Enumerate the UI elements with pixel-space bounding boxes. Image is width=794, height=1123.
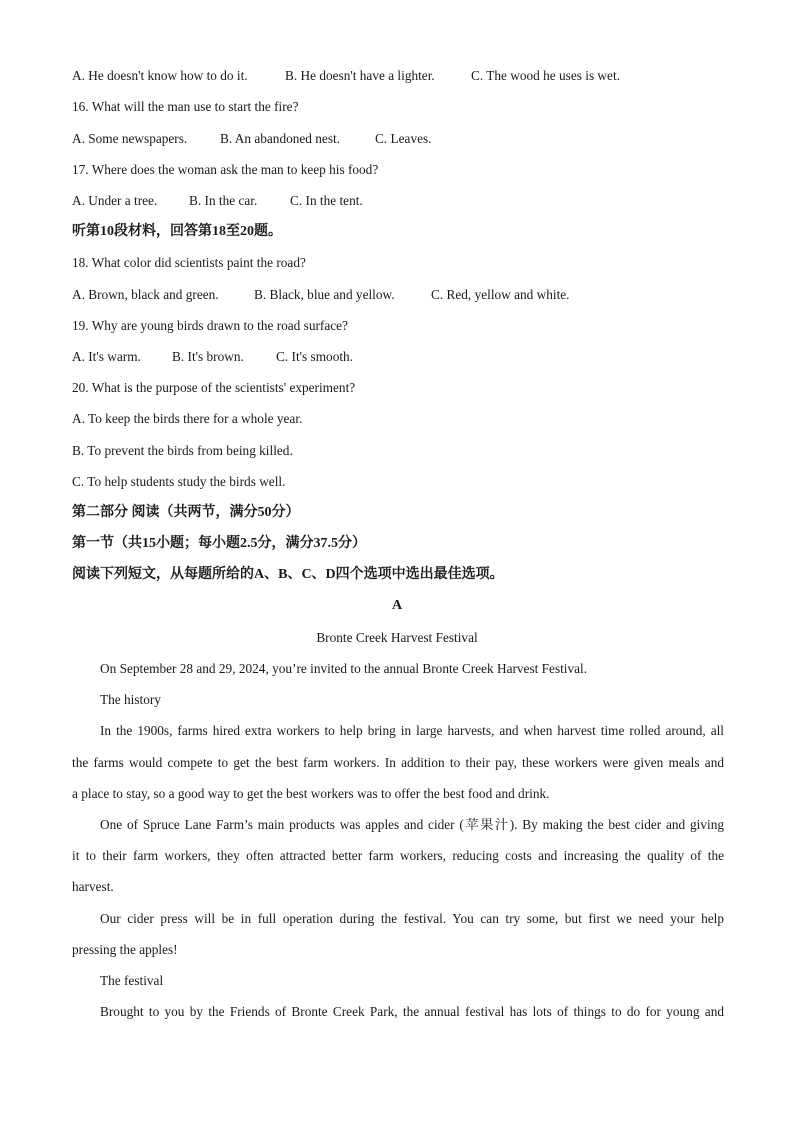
q15-option-c: C. The wood he uses is wet. [471,68,620,83]
q17-option-a: A. Under a tree. [72,193,158,208]
heading-festival: The festival [100,973,164,988]
q16-stem: 16. What will the man use to start the fire? [72,99,299,114]
q18-option-a: A. Brown, black and green. [72,287,219,302]
q15-option-a: A. He doesn't know how to do it. [72,68,248,83]
para3-line2: pressing the apples! [72,942,178,957]
para2-line3: harvest. [72,879,114,894]
passage-letter: A [391,598,403,613]
q16-options [72,131,724,147]
q16-option-b: B. An abandoned nest. [220,131,341,146]
para1-line1: In the 1900s, farms hired extra workers to help bring in large harvests, and when harvest time rolled around, all [100,723,724,738]
q15-options [72,68,724,84]
q20-option-b: B. To prevent the birds from being killed. [72,443,293,458]
q18-stem: 18. What color did scientists paint the road? [72,255,306,270]
q16-option-c: C. Leaves. [375,131,432,146]
q19-option-a: A. It's warm. [72,349,141,364]
para1-line2: the farms would compete to get the best farm workers. In addition to their pay, these workers were given meals and [72,755,724,770]
q20-stem: 20. What is the purpose of the scientists' experiment? [72,380,356,395]
para3-line1: Our cider press will be in full operation during the festival. You can try some, but first we need your help [100,911,724,926]
section10-header: 听第10段材料，回答第18至20题。 [72,224,282,239]
q18-options [72,287,724,303]
q17-options [72,193,724,209]
q20-option-a: A. To keep the birds there for a whole year. [72,411,303,426]
passage-intro: On September 28 and 29, 2024, you’re invited to the annual Bronte Creek Harvest Festival. [100,661,588,676]
section1-header: 第一节（共15小题；每小题2.5分，满分37.5分） [72,536,366,551]
q17-option-b: B. In the car. [189,193,258,208]
q18-option-c: C. Red, yellow and white. [431,287,570,302]
q19-option-c: C. It's smooth. [276,349,354,364]
heading-history: The history [100,692,161,707]
q20-option-c: C. To help students study the birds well. [72,474,286,489]
q15-option-b: B. He doesn't have a lighter. [285,68,435,83]
q19-option-b: B. It's brown. [172,349,244,364]
q19-options [72,349,724,365]
para1-line3: a place to stay, so a good way to get the best workers was to offer the best food and drink. [72,786,550,801]
para2-line2: it to their farm workers, they often attracted better farm workers, reducing costs and increasing the quality of the [72,848,724,863]
q17-option-c: C. In the tent. [290,193,363,208]
q16-option-a: A. Some newspapers. [72,131,188,146]
para4-line1: Brought to you by the Friends of Bronte Creek Park, the annual festival has lots of things to do for young and [100,1004,724,1019]
passage-title: Bronte Creek Harvest Festival [316,630,478,645]
part2-header: 第二部分 阅读（共两节，满分50分） [72,505,300,520]
q18-option-b: B. Black, blue and yellow. [254,287,395,302]
q19-stem: 19. Why are young birds drawn to the road surface? [72,318,348,333]
q17-stem: 17. Where does the woman ask the man to keep his food? [72,162,379,177]
reading-instructions: 阅读下列短文，从每题所给的A、B、C、D四个选项中选出最佳选项。 [72,567,504,582]
para2-line1: One of Spruce Lane Farm’s main products was apples and cider (苹果汁). By making the best cider and giving [100,817,724,832]
